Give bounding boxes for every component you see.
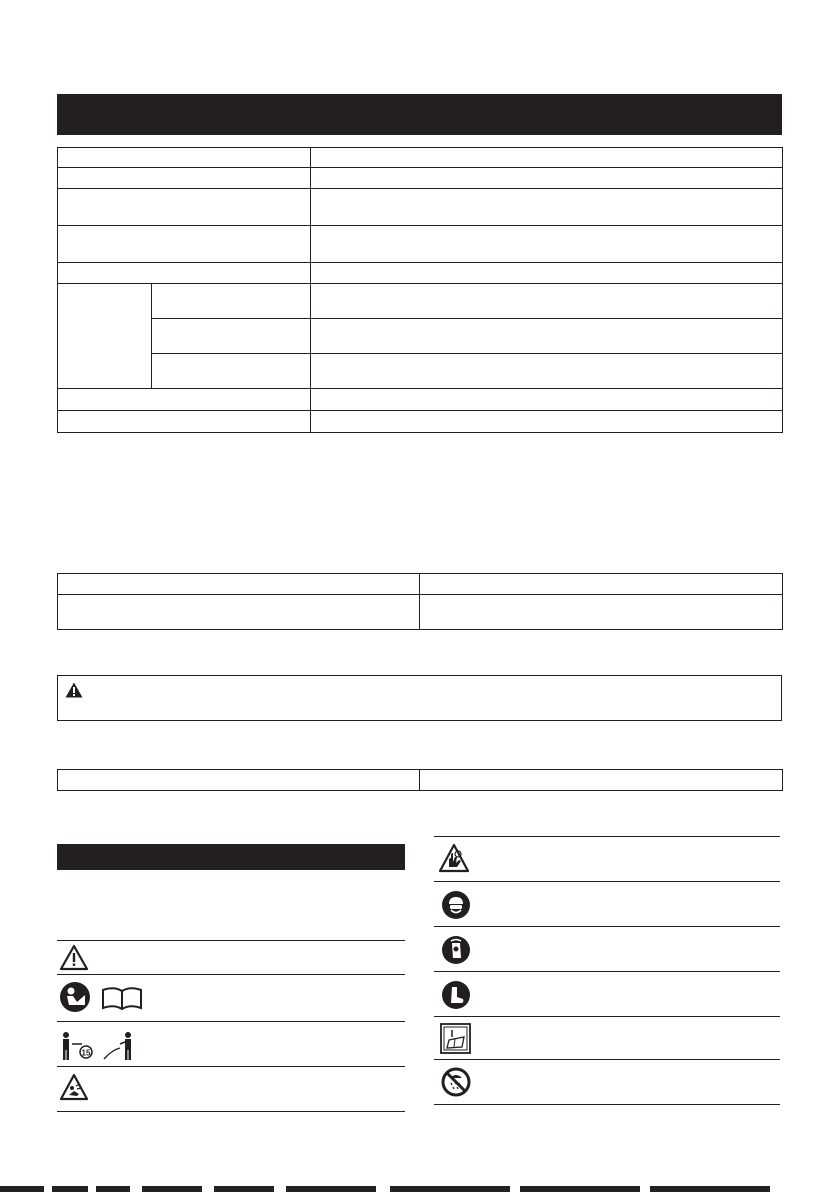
- spec-label-cell: [58, 189, 311, 226]
- table-row: [58, 319, 783, 354]
- wear-ear-protection-icon: [441, 935, 471, 965]
- bottom-edge-strip: [0, 1186, 840, 1192]
- table-row: [58, 148, 783, 168]
- spec-value-cell: [311, 226, 783, 263]
- table-row: [58, 168, 783, 189]
- warning-box: [57, 675, 782, 721]
- svg-text:15: 15: [81, 1048, 91, 1058]
- divider: [434, 1016, 780, 1017]
- spec-value-cell: [311, 389, 783, 411]
- spec-value-cell: [311, 411, 783, 433]
- remove-battery-icon: [440, 1023, 471, 1054]
- noise-table: [57, 769, 783, 791]
- table-cell: [420, 595, 783, 630]
- divider: [57, 1021, 405, 1022]
- applicable-table: [57, 573, 783, 630]
- table-row: [58, 263, 783, 284]
- spec-value-cell: [311, 148, 783, 168]
- wear-protective-boots-icon: [441, 980, 471, 1010]
- table-row: [58, 189, 783, 226]
- spec-label-cell: [58, 263, 311, 284]
- table-row: [58, 354, 783, 389]
- flying-objects-hazard-icon: [59, 1073, 89, 1101]
- divider: [57, 940, 405, 941]
- symbols-heading: [57, 844, 405, 870]
- table-row: [58, 284, 783, 319]
- spec-group-cell: [58, 284, 152, 389]
- divider: [434, 1104, 780, 1105]
- divider: [434, 1059, 780, 1060]
- spec-sublabel-cell: [152, 284, 311, 319]
- title-banner: [57, 94, 782, 135]
- hand-injury-hazard-icon: [438, 843, 470, 873]
- spec-value-cell: [311, 263, 783, 284]
- table-cell: [420, 770, 783, 791]
- table-cell: [58, 770, 420, 791]
- spec-label-cell: [58, 411, 311, 433]
- divider: [434, 971, 780, 972]
- table-row: [58, 770, 783, 791]
- wear-eye-ear-protection-icon: [441, 890, 471, 920]
- table-row: [58, 389, 783, 411]
- spec-value-cell: [311, 189, 783, 226]
- spec-value-cell: [311, 168, 783, 189]
- spec-sublabel-cell: [152, 354, 311, 389]
- read-manual-icon: [59, 980, 143, 1019]
- divider: [434, 881, 780, 882]
- keep-bystanders-away-icon: [58, 1030, 140, 1067]
- table-row: [58, 411, 783, 433]
- divider: [57, 974, 405, 975]
- spec-label-cell: [58, 148, 311, 168]
- table-row: [58, 595, 783, 630]
- spec-value-cell: [311, 284, 783, 319]
- spec-label-cell: [58, 226, 311, 263]
- spec-label-cell: [58, 168, 311, 189]
- spec-value-cell: [311, 319, 783, 354]
- spec-sublabel-cell: [152, 319, 311, 354]
- divider: [434, 926, 780, 927]
- spec-label-cell: [58, 389, 311, 411]
- table-cell: [58, 595, 420, 630]
- table-row: [58, 574, 783, 595]
- divider: [434, 836, 780, 837]
- specification-table: [57, 147, 783, 433]
- warning-triangle-icon: [65, 682, 83, 698]
- general-warning-icon: [59, 944, 89, 971]
- table-cell: [420, 574, 783, 595]
- divider: [57, 1111, 405, 1112]
- table-row: [58, 226, 783, 263]
- table-cell: [58, 574, 420, 595]
- no-rain-exposure-icon: [441, 1067, 471, 1097]
- spec-value-cell: [311, 354, 783, 389]
